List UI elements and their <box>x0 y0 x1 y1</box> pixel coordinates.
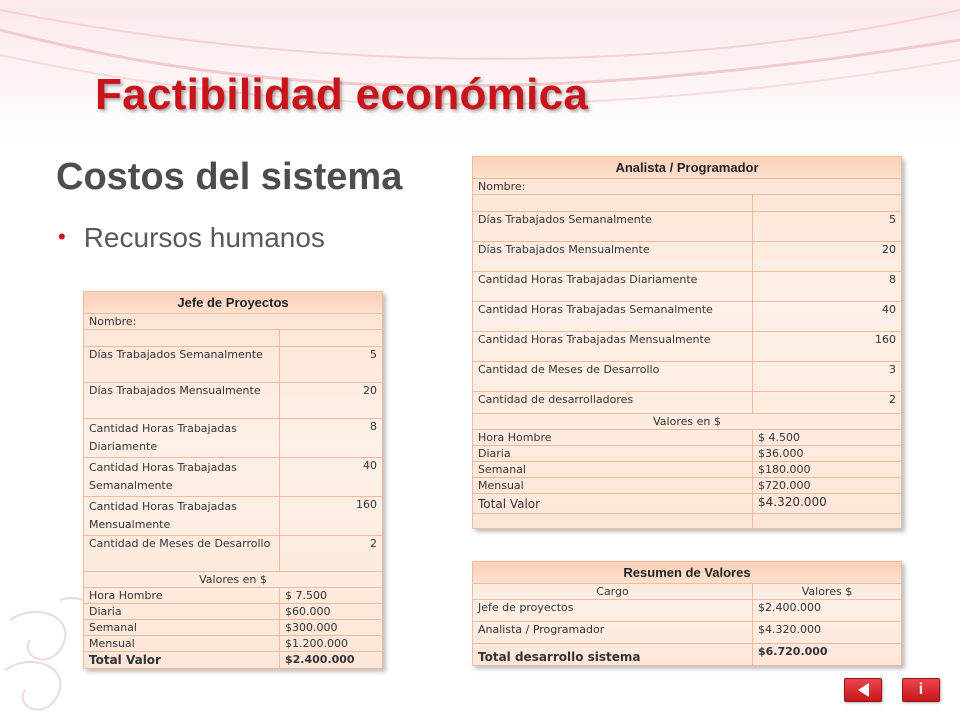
row-label: Cantidad de Meses de Desarrollo <box>84 536 280 572</box>
row-label: Cantidad Horas Trabajadas Diariamente <box>473 272 753 302</box>
value-amount: $1.200.000 <box>280 636 383 652</box>
value-amount: $60.000 <box>280 604 383 620</box>
row-label: Días Trabajados Semanalmente <box>473 212 753 242</box>
bullet-dot-icon: • <box>58 224 66 249</box>
nombre-label: Nombre: <box>84 314 383 330</box>
column-header-cargo: Cargo <box>473 584 753 600</box>
table-header: Jefe de Proyectos <box>84 292 383 314</box>
analista-programador-table <box>472 156 902 529</box>
row-label: Cantidad Horas Trabajadas Semanalmente <box>84 458 280 497</box>
row-value: 5 <box>280 347 383 383</box>
jefe-proyectos-table <box>83 291 383 669</box>
row-label: Días Trabajados Mensualmente <box>473 242 753 272</box>
nombre-value <box>473 195 753 212</box>
row-label: Días Trabajados Semanalmente <box>84 347 280 383</box>
total-value: $2.400.000 <box>280 652 383 669</box>
value-label: Hora Hombre <box>473 430 753 446</box>
value-label: Mensual <box>84 636 280 652</box>
value-label: Semanal <box>84 620 280 636</box>
table-header: Resumen de Valores <box>473 562 902 584</box>
value-amount: $ 4.500 <box>753 430 902 446</box>
summary-label: Analista / Programador <box>473 622 753 644</box>
row-value: 20 <box>280 383 383 419</box>
value-amount: $300.000 <box>280 620 383 636</box>
value-amount: $36.000 <box>753 446 902 462</box>
total-value: $4.320.000 <box>753 494 902 514</box>
summary-label: Jefe de proyectos <box>473 600 753 622</box>
value-amount: $180.000 <box>753 462 902 478</box>
info-icon: i <box>918 681 924 698</box>
table-header: Analista / Programador <box>473 157 902 179</box>
row-value: 160 <box>280 497 383 536</box>
row-label: Cantidad Horas Trabajadas Diariamente <box>84 419 280 458</box>
row-value: 8 <box>753 272 902 302</box>
summary-value: $2.400.000 <box>753 600 902 622</box>
row-value: 2 <box>280 536 383 572</box>
row-label: Cantidad Horas Trabajadas Semanalmente <box>473 302 753 332</box>
value-label: Mensual <box>473 478 753 494</box>
nombre-value <box>84 330 280 347</box>
blank-cell <box>473 514 753 529</box>
value-amount: $720.000 <box>753 478 902 494</box>
valores-header: Valores en $ <box>84 572 383 588</box>
nombre-value-blank <box>753 195 902 212</box>
back-arrow-icon <box>858 683 869 697</box>
row-value: 5 <box>753 212 902 242</box>
row-value: 3 <box>753 362 902 392</box>
row-value: 20 <box>753 242 902 272</box>
nombre-label: Nombre: <box>473 179 902 195</box>
bullet-item <box>58 222 325 254</box>
column-header-valores: Valores $ <box>753 584 902 600</box>
info-button[interactable] <box>902 678 940 702</box>
total-label: Total desarrollo sistema <box>473 644 753 666</box>
row-label: Cantidad Horas Trabajadas Mensualmente <box>473 332 753 362</box>
valores-header: Valores en $ <box>473 414 902 430</box>
value-label: Diaria <box>84 604 280 620</box>
row-value: 160 <box>753 332 902 362</box>
resumen-valores-table <box>472 561 902 666</box>
total-value: $6.720.000 <box>753 644 902 666</box>
row-value: 40 <box>753 302 902 332</box>
bullet-text: Recursos humanos <box>83 222 325 253</box>
row-label: Cantidad de desarrolladores <box>473 392 753 414</box>
total-label: Total Valor <box>473 494 753 514</box>
slide-subtitle: Costos del sistema <box>56 156 403 198</box>
value-label: Diaria <box>473 446 753 462</box>
row-value: 40 <box>280 458 383 497</box>
total-label: Total Valor <box>84 652 280 669</box>
row-label: Cantidad Horas Trabajadas Mensualmente <box>84 497 280 536</box>
blank-cell <box>753 514 902 529</box>
row-value: 2 <box>753 392 902 414</box>
value-label: Hora Hombre <box>84 588 280 604</box>
nombre-value-blank <box>280 330 383 347</box>
value-label: Semanal <box>473 462 753 478</box>
slide-title: Factibilidad económica <box>95 70 589 119</box>
row-label: Días Trabajados Mensualmente <box>84 383 280 419</box>
summary-value: $4.320.000 <box>753 622 902 644</box>
row-value: 8 <box>280 419 383 458</box>
value-amount: $ 7.500 <box>280 588 383 604</box>
back-button[interactable] <box>844 678 882 702</box>
row-label: Cantidad de Meses de Desarrollo <box>473 362 753 392</box>
